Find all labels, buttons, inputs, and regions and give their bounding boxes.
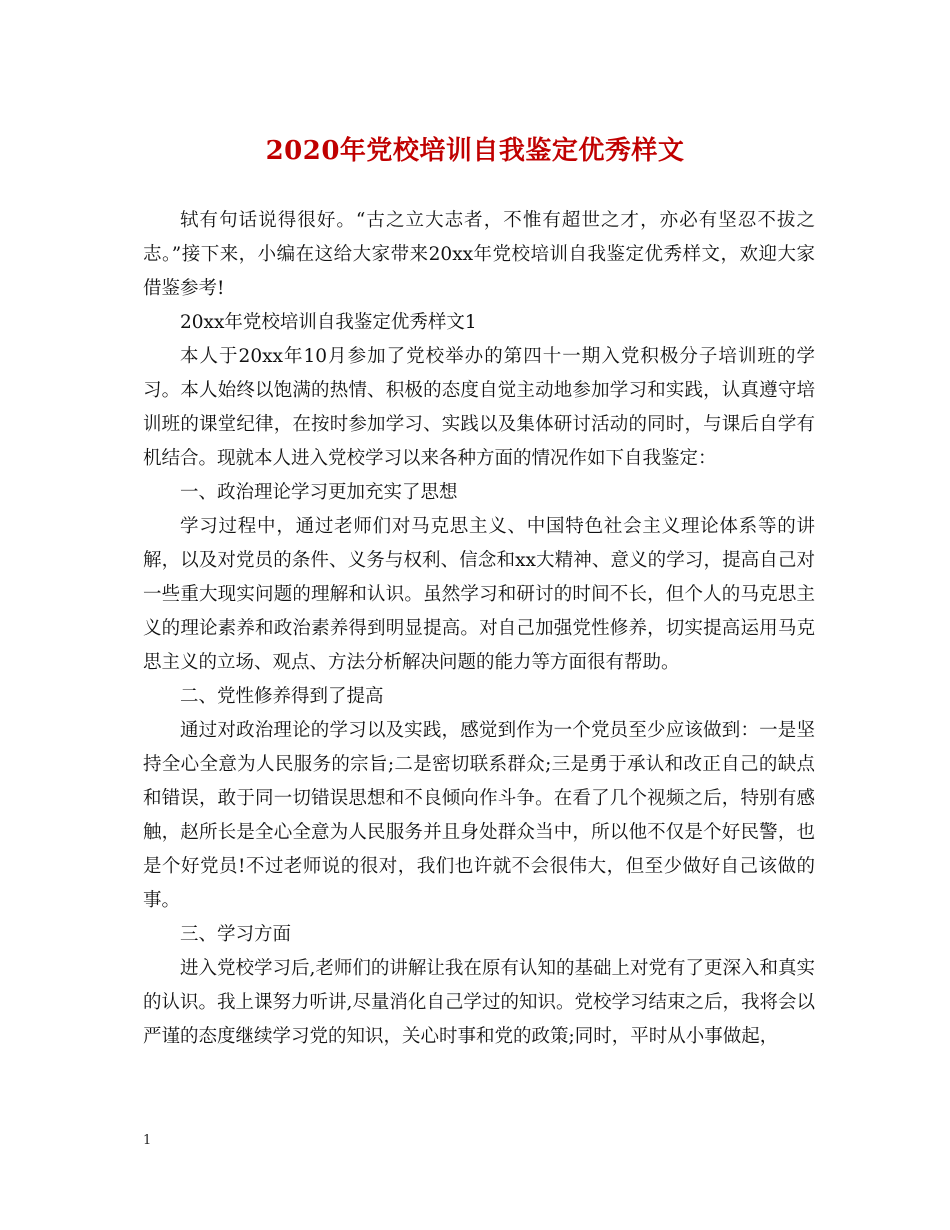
paragraph-study: 进入党校学习后,老师们的讲解让我在原有认知的基础上对党有了更深入和真实的认识。我上课努力听讲,尽量消化自己学过的知识。党校学习结束之后，我将会以严谨的态度继续学习党的知识，关心时事和党的政策;同时，平时从小事做起， [143,958,815,1047]
paragraph-intro: 轼有句话说得很好。“古之立大志者，不惟有超世之才，亦必有坚忍不拔之志。”接下来，小编在这给大家带来20xx年党校培训自我鉴定优秀样文，欢迎大家借鉴参考! [143,210,815,299]
document-body [143,204,815,1054]
section-heading-political-theory: 一、政治理论学习更加充实了思想 [180,482,458,503]
paragraph-party-spirit: 通过对政治理论的学习以及实践，感觉到作为一个党员至少应该做到：一是坚持全心全意为人民服务的宗旨;二是密切联系群众;三是勇于承认和改正自己的缺点和错误，敢于同一切错误思想和不良倾向作斗争。在看了几个视频之后，特别有感触，赵所长是全心全意为人民服务并且身处群众当中，所以他不仅是个好民警，也是个好党员!不过老师说的很对，我们也许就不会很伟大，但至少做好自己该做的事。 [143,720,815,911]
paragraph-self-intro: 本人于20xx年10月参加了党校举办的第四十一期入党积极分子培训班的学习。本人始终以饱满的热情、积极的态度自觉主动地参加学习和实践，认真遵守培训班的课堂纪律，在按时参加学习、实践以及集体研讨活动的同时，与课后自学有机结合。现就本人进入党校学习以来各种方面的情况作如下自我鉴定： [143,346,815,469]
section-heading-party-spirit: 二、党性修养得到了提高 [180,686,384,707]
page-number: 1 [143,1133,152,1148]
paragraph-sample-heading: 20xx年党校培训自我鉴定优秀样文1 [180,312,477,333]
document-title: 2020年党校培训自我鉴定优秀样文 [265,136,685,166]
paragraph-political-theory: 学习过程中，通过老师们对马克思主义、中国特色社会主义理论体系等的讲解，以及对党员的条件、义务与权利、信念和xx大精神、意义的学习，提高自己对一些重大现实问题的理解和认识。虽然学习和研讨的时间不长，但个人的马克思主义的理论素养和政治素养得到明显提高。对自己加强党性修养，切实提高运用马克思主义的立场、观点、方法分析解决问题的能力等方面很有帮助。 [143,516,815,673]
section-heading-study: 三、学习方面 [180,924,292,945]
